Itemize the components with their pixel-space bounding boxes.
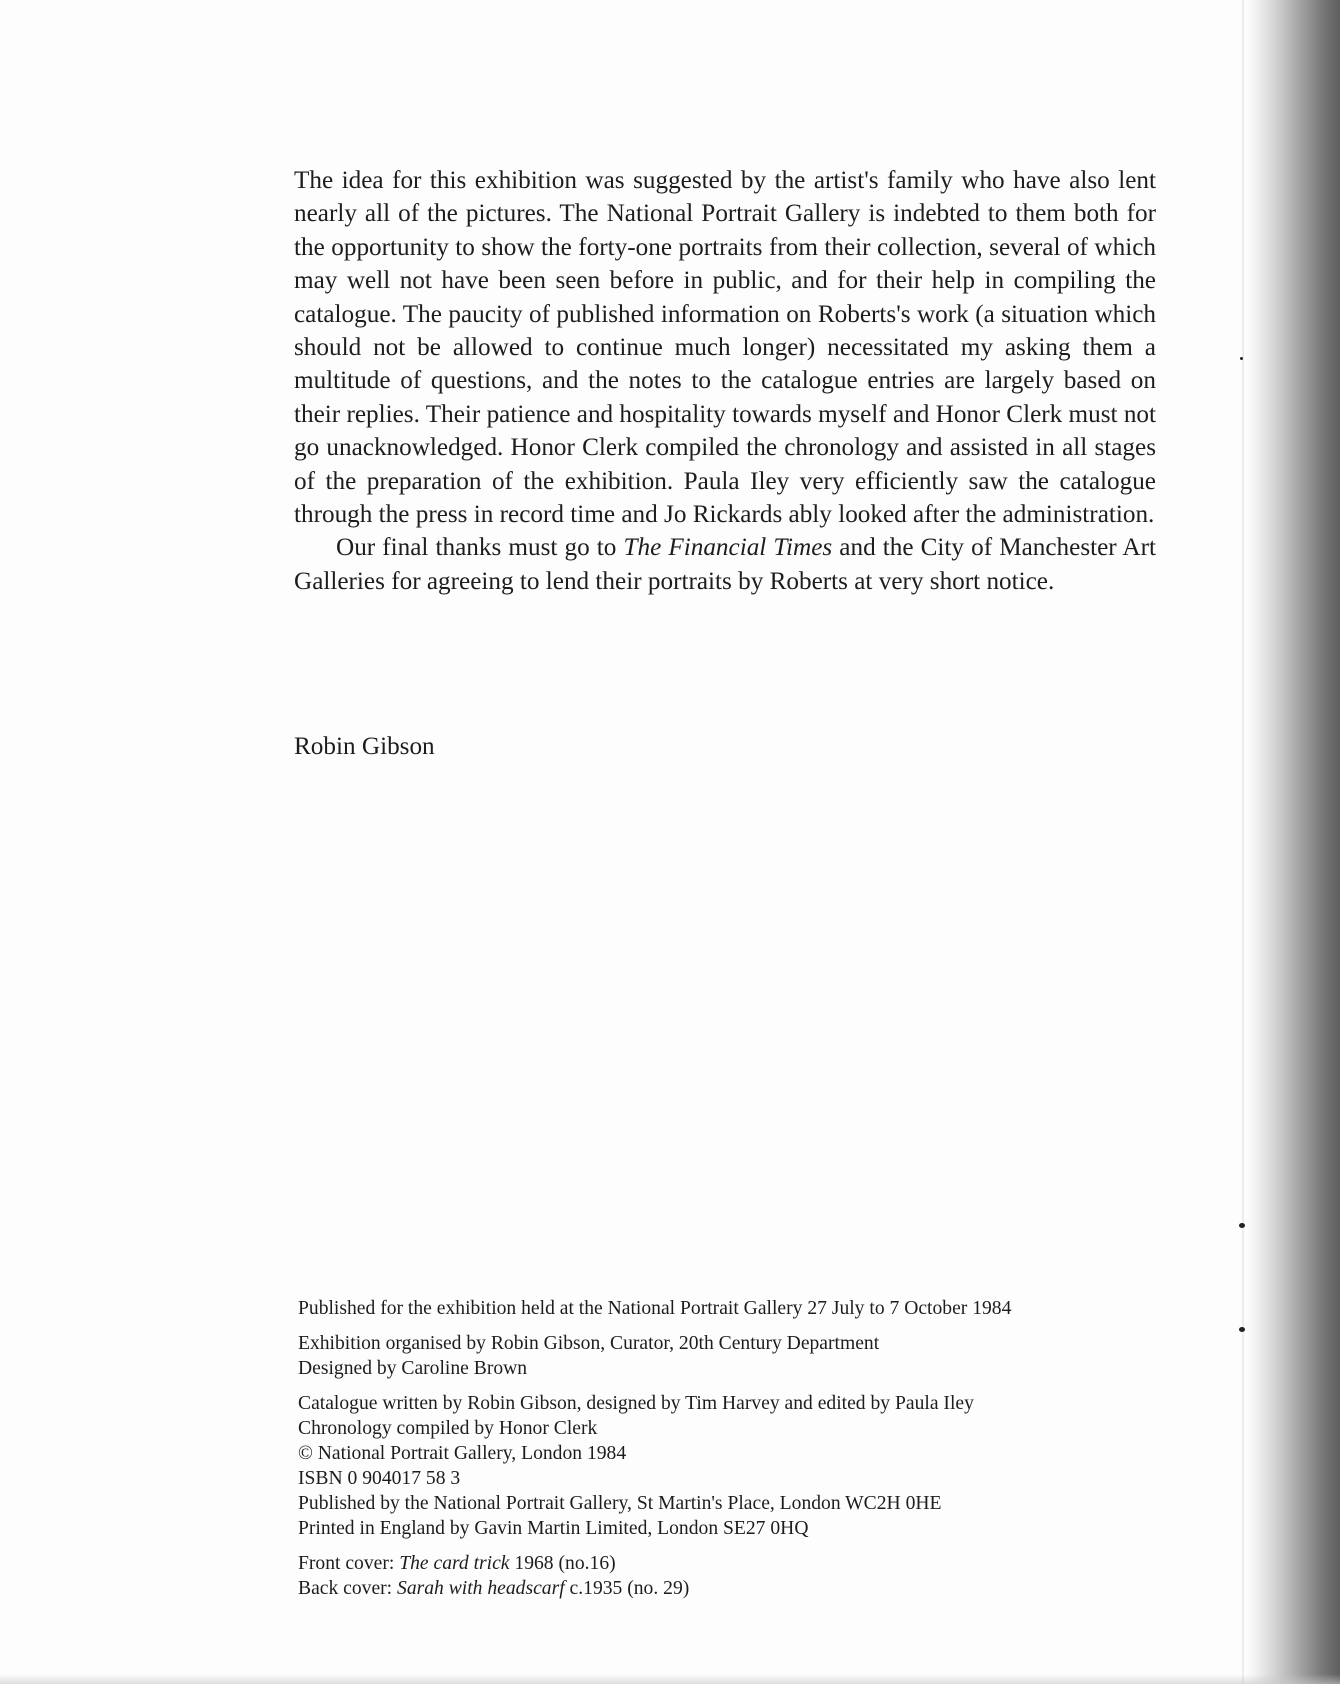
acknowledgements-paragraph-1: The idea for this exhibition was suggested by the artist's family who have also lent nearly all of the pictures. The National Portrait Gallery is indebted to them both for the opportunity to show the forty-one portraits from their collection, several of which may well not have been seen before in public, and for their help in compiling the catalogue. The paucity of published information on Roberts's work (a situation which should not be allowed to continue much longer) necessitated my asking them a multitude of questions, and the notes to the catalogue entries are largely based on their replies. Their patience and hospitality towards myself and Honor Clerk must not go unacknowledged. Honor Clerk compiled the chronology and assisted in all stages of the preparation of the exhibition. Paula Iley very efficiently saw the catalogue through the press in record time and Jo Rickards ably looked after the administration. (294, 167, 1157, 529)
catalogue-credit-line: Catalogue written by Robin Gibson, designed by Tim Harvey and edited by Paula Iley (298, 1393, 974, 1414)
colophon-exhibition-block (298, 1296, 1178, 1321)
acknowledgements-text (294, 164, 1156, 598)
back-cover-label: Back cover: (298, 1578, 398, 1599)
acknowledgements-paragraph-2 (294, 531, 1156, 598)
back-cover-title: Sarah with headscarf (397, 1578, 565, 1599)
isbn-line: ISBN 0 904017 58 3 (298, 1468, 461, 1489)
printer-line: Printed in England by Gavin Martin Limited, London SE27 0HQ (298, 1518, 809, 1539)
back-cover-line (298, 1576, 1178, 1601)
front-cover-line (298, 1551, 1178, 1576)
chronology-credit-line: Chronology compiled by Honor Clerk (298, 1418, 598, 1439)
copyright-line: © National Portrait Gallery, London 1984 (298, 1443, 627, 1464)
designed-by-line: Designed by Caroline Brown (298, 1358, 528, 1379)
colophon (298, 1296, 1178, 1611)
paragraph-2-end: and the City of Manchester Art Galleries for agreeing to lend their portraits by Roberts at very short notice. (294, 534, 1156, 595)
published-for-line: Published for the exhibition held at the National Portrait Gallery 27 July to 7 October 1984 (298, 1298, 1012, 1319)
page-fold-line (1242, 0, 1244, 1684)
publisher-line: Published by the National Portrait Gallery, St Martin's Place, London WC2H 0HE (298, 1493, 942, 1514)
print-speck (1239, 1327, 1245, 1332)
front-cover-details: 1968 (no.16) (509, 1553, 616, 1574)
front-cover-title: The card trick (399, 1553, 510, 1574)
front-cover-label: Front cover: (298, 1553, 400, 1574)
author-signature: Robin Gibson (294, 733, 435, 760)
financial-times-title: The Financial Times (623, 534, 833, 562)
colophon-covers-block (298, 1551, 1178, 1601)
back-cover-details: c.1935 (no. 29) (564, 1578, 690, 1599)
organised-by-line: Exhibition organised by Robin Gibson, Curator, 20th Century Department (298, 1333, 880, 1354)
print-speck (1239, 1223, 1245, 1228)
colophon-publication-block (298, 1391, 1178, 1541)
print-speck (1240, 357, 1243, 360)
paragraph-2-start: Our final thanks must go to (336, 534, 624, 562)
binding-shadow (1245, 0, 1340, 1684)
colophon-organisation-block (298, 1331, 1178, 1381)
bottom-edge-shadow (0, 1674, 1340, 1684)
